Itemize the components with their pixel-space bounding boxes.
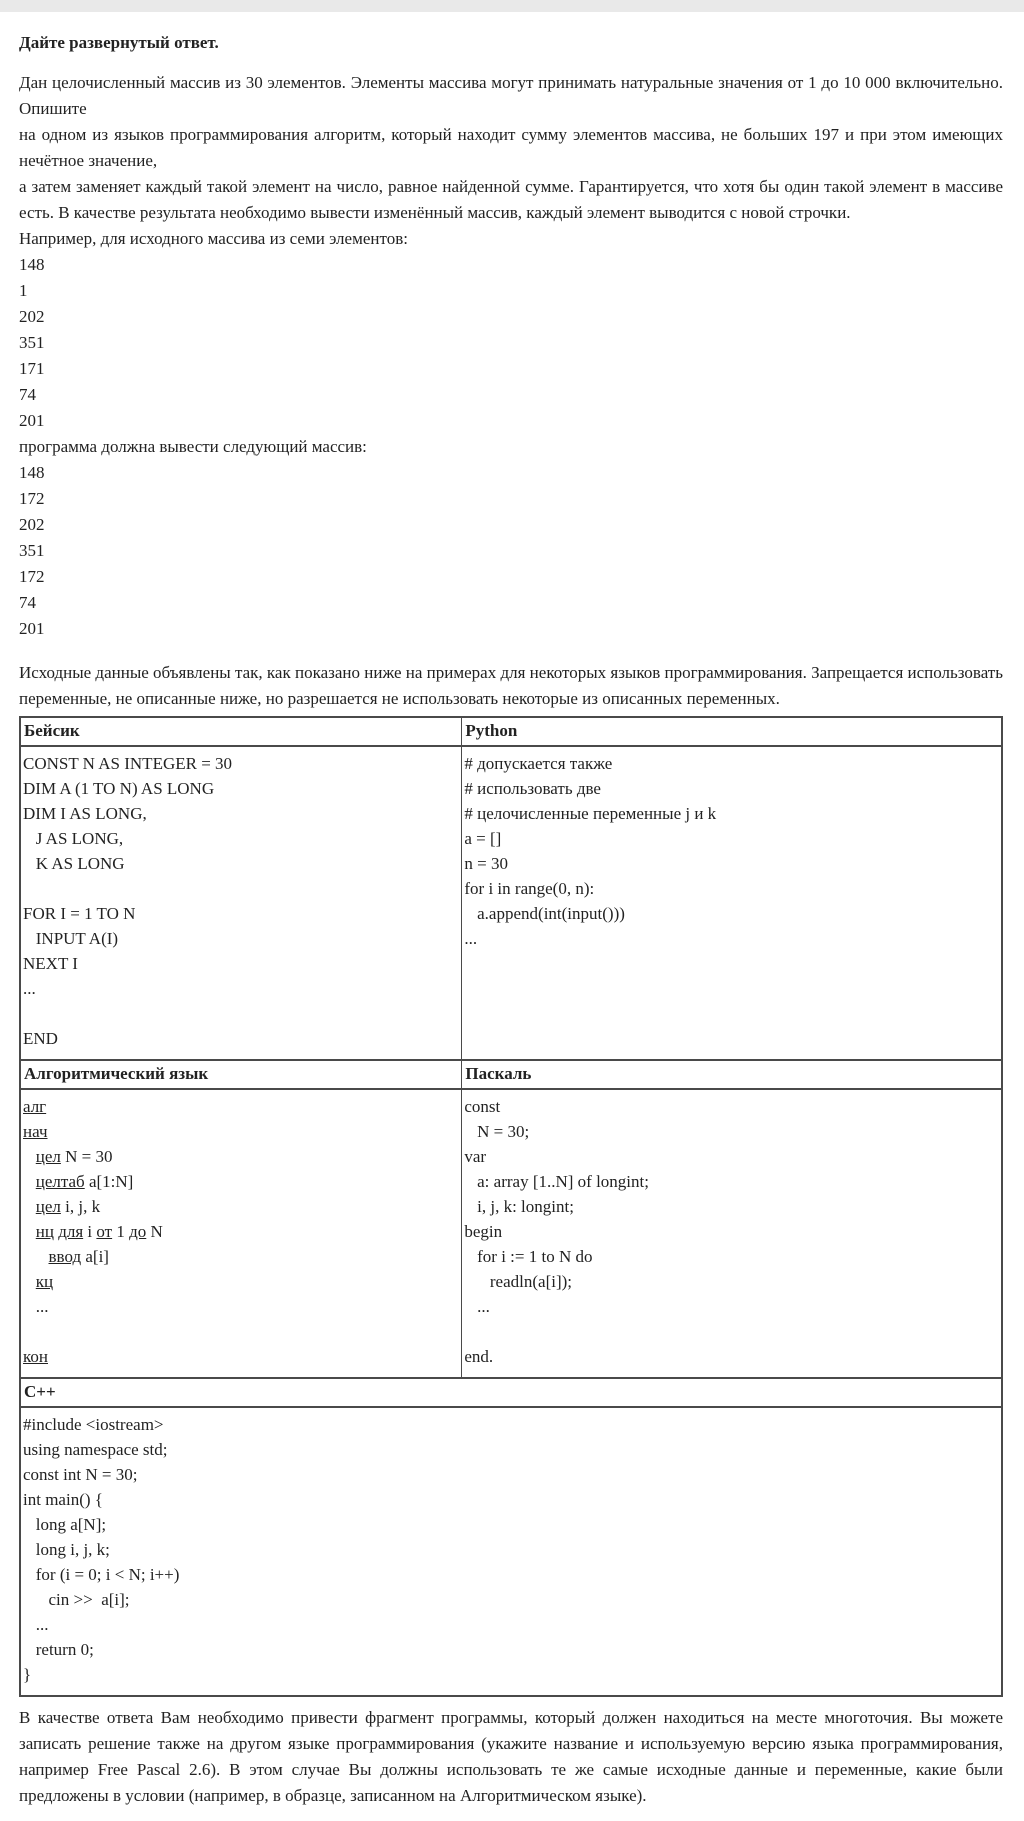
code-line: FOR I = 1 TO N [23,904,136,923]
code-line: J AS LONG, [23,829,124,848]
closing-note: В качестве ответа Вам необходимо привести фрагмент программы, который должен находиться на месте многоточия. Вы можете записать решение также на другом языке программирования (укажите название и используемую версию языка программирования, например Free Pascal 2.6). В этом случае Вы должны использовать те же самые исходные данные и переменные, какие были предложены в условии (например, в образце, записанном на Алгоритмическом языке). [19,1708,1003,1805]
code-text [23,1197,36,1216]
code-line: DIM A (1 TO N) AS LONG [23,779,215,798]
code-row [20,746,1002,1060]
code-line: END [23,1029,58,1048]
code-line: CONST N AS INTEGER = 30 [23,754,233,773]
code-line: N = 30; [464,1122,530,1141]
language-header: C++ [20,1378,1002,1407]
array-value: 172 [19,567,45,586]
code-line: using namespace std; [23,1440,168,1459]
code-line [23,1194,457,1219]
array-value: 201 [19,619,45,638]
problem-paragraph: на одном из языков программирования алгоритм, который находит сумму элементов массива, не больших 197 и при этом имеющих нечётное значение, [19,125,1003,170]
keyword-underlined: ввод [48,1247,82,1266]
language-header: Паскаль [462,1060,1002,1089]
code-line [23,1094,457,1119]
code-line: ... [464,1297,490,1316]
code-line: end. [464,1347,494,1366]
code-line [23,1294,457,1319]
code-line [23,1344,457,1369]
language-header: Бейсик [20,717,462,746]
code-line: const int N = 30; [23,1465,138,1484]
array-value: 148 [19,463,45,482]
language-header: Алгоритмический язык [20,1060,462,1089]
array-value: 351 [19,541,45,560]
code-text: N = 30 [60,1147,113,1166]
code-line: # использовать две [464,779,601,798]
language-header-row [20,1378,1002,1407]
code-line: i, j, k: longint; [464,1197,574,1216]
code-line [23,1001,457,1026]
code-line: a: array [1..N] of longint; [464,1172,649,1191]
code-line: const [464,1097,501,1116]
code-line [23,1219,457,1244]
code-text: a[1:N] [84,1172,134,1191]
code-line: DIM I AS LONG, [23,804,147,823]
declaration-note: Исходные данные объявлены так, как показано ниже на примерах для некоторых языков программирования. Запрещается использовать переменные, не описанные ниже, но разрешается не использовать некоторые из описанных переменных. [19,663,1003,708]
code-text: 1 [112,1222,130,1241]
language-header-row [20,1060,1002,1089]
keyword-underlined: цел [35,1197,61,1216]
code-text [23,1272,36,1291]
example-input-array [19,252,1003,434]
array-value: 74 [19,593,36,612]
array-value: 1 [19,281,28,300]
code-line: ... [23,1615,49,1634]
code-line [464,1319,997,1344]
code-line: for i := 1 to N do [464,1247,593,1266]
page-title: Дайте развернутый ответ. [19,33,219,52]
code-line [23,1319,457,1344]
language-header-row [20,717,1002,746]
code-line [23,1144,457,1169]
code-line: n = 30 [464,854,508,873]
code-line: for (i = 0; i < N; i++) [23,1565,180,1584]
code-text: i [83,1222,97,1241]
keyword-underlined: нц [35,1222,54,1241]
keyword-underlined: для [58,1222,84,1241]
keyword-underlined: алг [23,1097,47,1116]
keyword-underlined: целтаб [35,1172,85,1191]
problem-paragraph: а затем заменяет каждый такой элемент на число, равное найденной сумме. Гарантируется, что хотя бы один такой элемент в массиве есть. В качестве результата необходимо вывести изменённый массив, каждый элемент выводится с новой строчки. [19,177,1003,222]
code-line: } [23,1665,32,1684]
keyword-underlined: кон [23,1347,48,1366]
code-cell [462,746,1002,1060]
code-text: a[i] [81,1247,109,1266]
code-text: N [146,1222,163,1241]
code-line: readln(a[i]); [464,1272,573,1291]
code-line [23,1169,457,1194]
keyword-underlined: цел [35,1147,61,1166]
code-text [23,1147,36,1166]
code-line: NEXT I [23,954,78,973]
code-line: a = [] [464,829,502,848]
code-cell [462,1089,1002,1378]
code-line: int main() { [23,1490,103,1509]
array-value: 351 [19,333,45,352]
language-header: Python [462,717,1002,746]
code-line [23,1269,457,1294]
code-line: ... [23,979,36,998]
output-array-label: программа должна вывести следующий массив: [19,437,367,456]
keyword-underlined: от [96,1222,113,1241]
code-line: # допускается также [464,754,613,773]
code-row [20,1407,1002,1696]
code-text: ... [23,1297,49,1316]
array-value: 172 [19,489,45,508]
code-text [23,1222,36,1241]
code-line: a.append(int(input())) [464,904,625,923]
problem-content [0,12,1024,1821]
code-text: i, j, k [60,1197,101,1216]
array-value: 201 [19,411,45,430]
code-line [23,876,457,901]
code-line [23,1244,457,1269]
array-value: 74 [19,385,36,404]
code-cell [20,1407,1002,1696]
code-line: begin [464,1222,503,1241]
keyword-underlined: кц [35,1272,54,1291]
code-line: long i, j, k; [23,1540,110,1559]
array-value: 148 [19,255,45,274]
code-line: var [464,1147,487,1166]
problem-paragraph: Дан целочисленный массив из 30 элементов. Элементы массива могут принимать натуральные значения от 1 до 10 000 включительно. Опишите [19,73,1003,118]
problem-paragraph: Например, для исходного массива из семи элементов: [19,229,408,248]
keyword-underlined: до [129,1222,147,1241]
array-value: 202 [19,515,45,534]
code-line: cin >> a[i]; [23,1590,130,1609]
code-line: # целочисленные переменные j и k [464,804,717,823]
code-line: #include <iostream> [23,1415,164,1434]
code-cell [20,1089,462,1378]
language-examples-table [19,716,1003,1697]
code-line: K AS LONG [23,854,125,873]
code-line: INPUT A(I) [23,929,119,948]
code-line [23,1119,457,1144]
array-value: 202 [19,307,45,326]
keyword-underlined: нач [23,1122,48,1141]
code-text [23,1172,36,1191]
code-line: long a[N]; [23,1515,107,1534]
example-output-array [19,460,1003,642]
top-gray-bar [0,0,1024,12]
problem-statement [19,70,1003,252]
code-line: ... [464,929,478,948]
array-value: 171 [19,359,45,378]
code-cell [20,746,462,1060]
code-line: for i in range(0, n): [464,879,595,898]
code-text [23,1247,49,1266]
code-row [20,1089,1002,1378]
code-line: return 0; [23,1640,94,1659]
